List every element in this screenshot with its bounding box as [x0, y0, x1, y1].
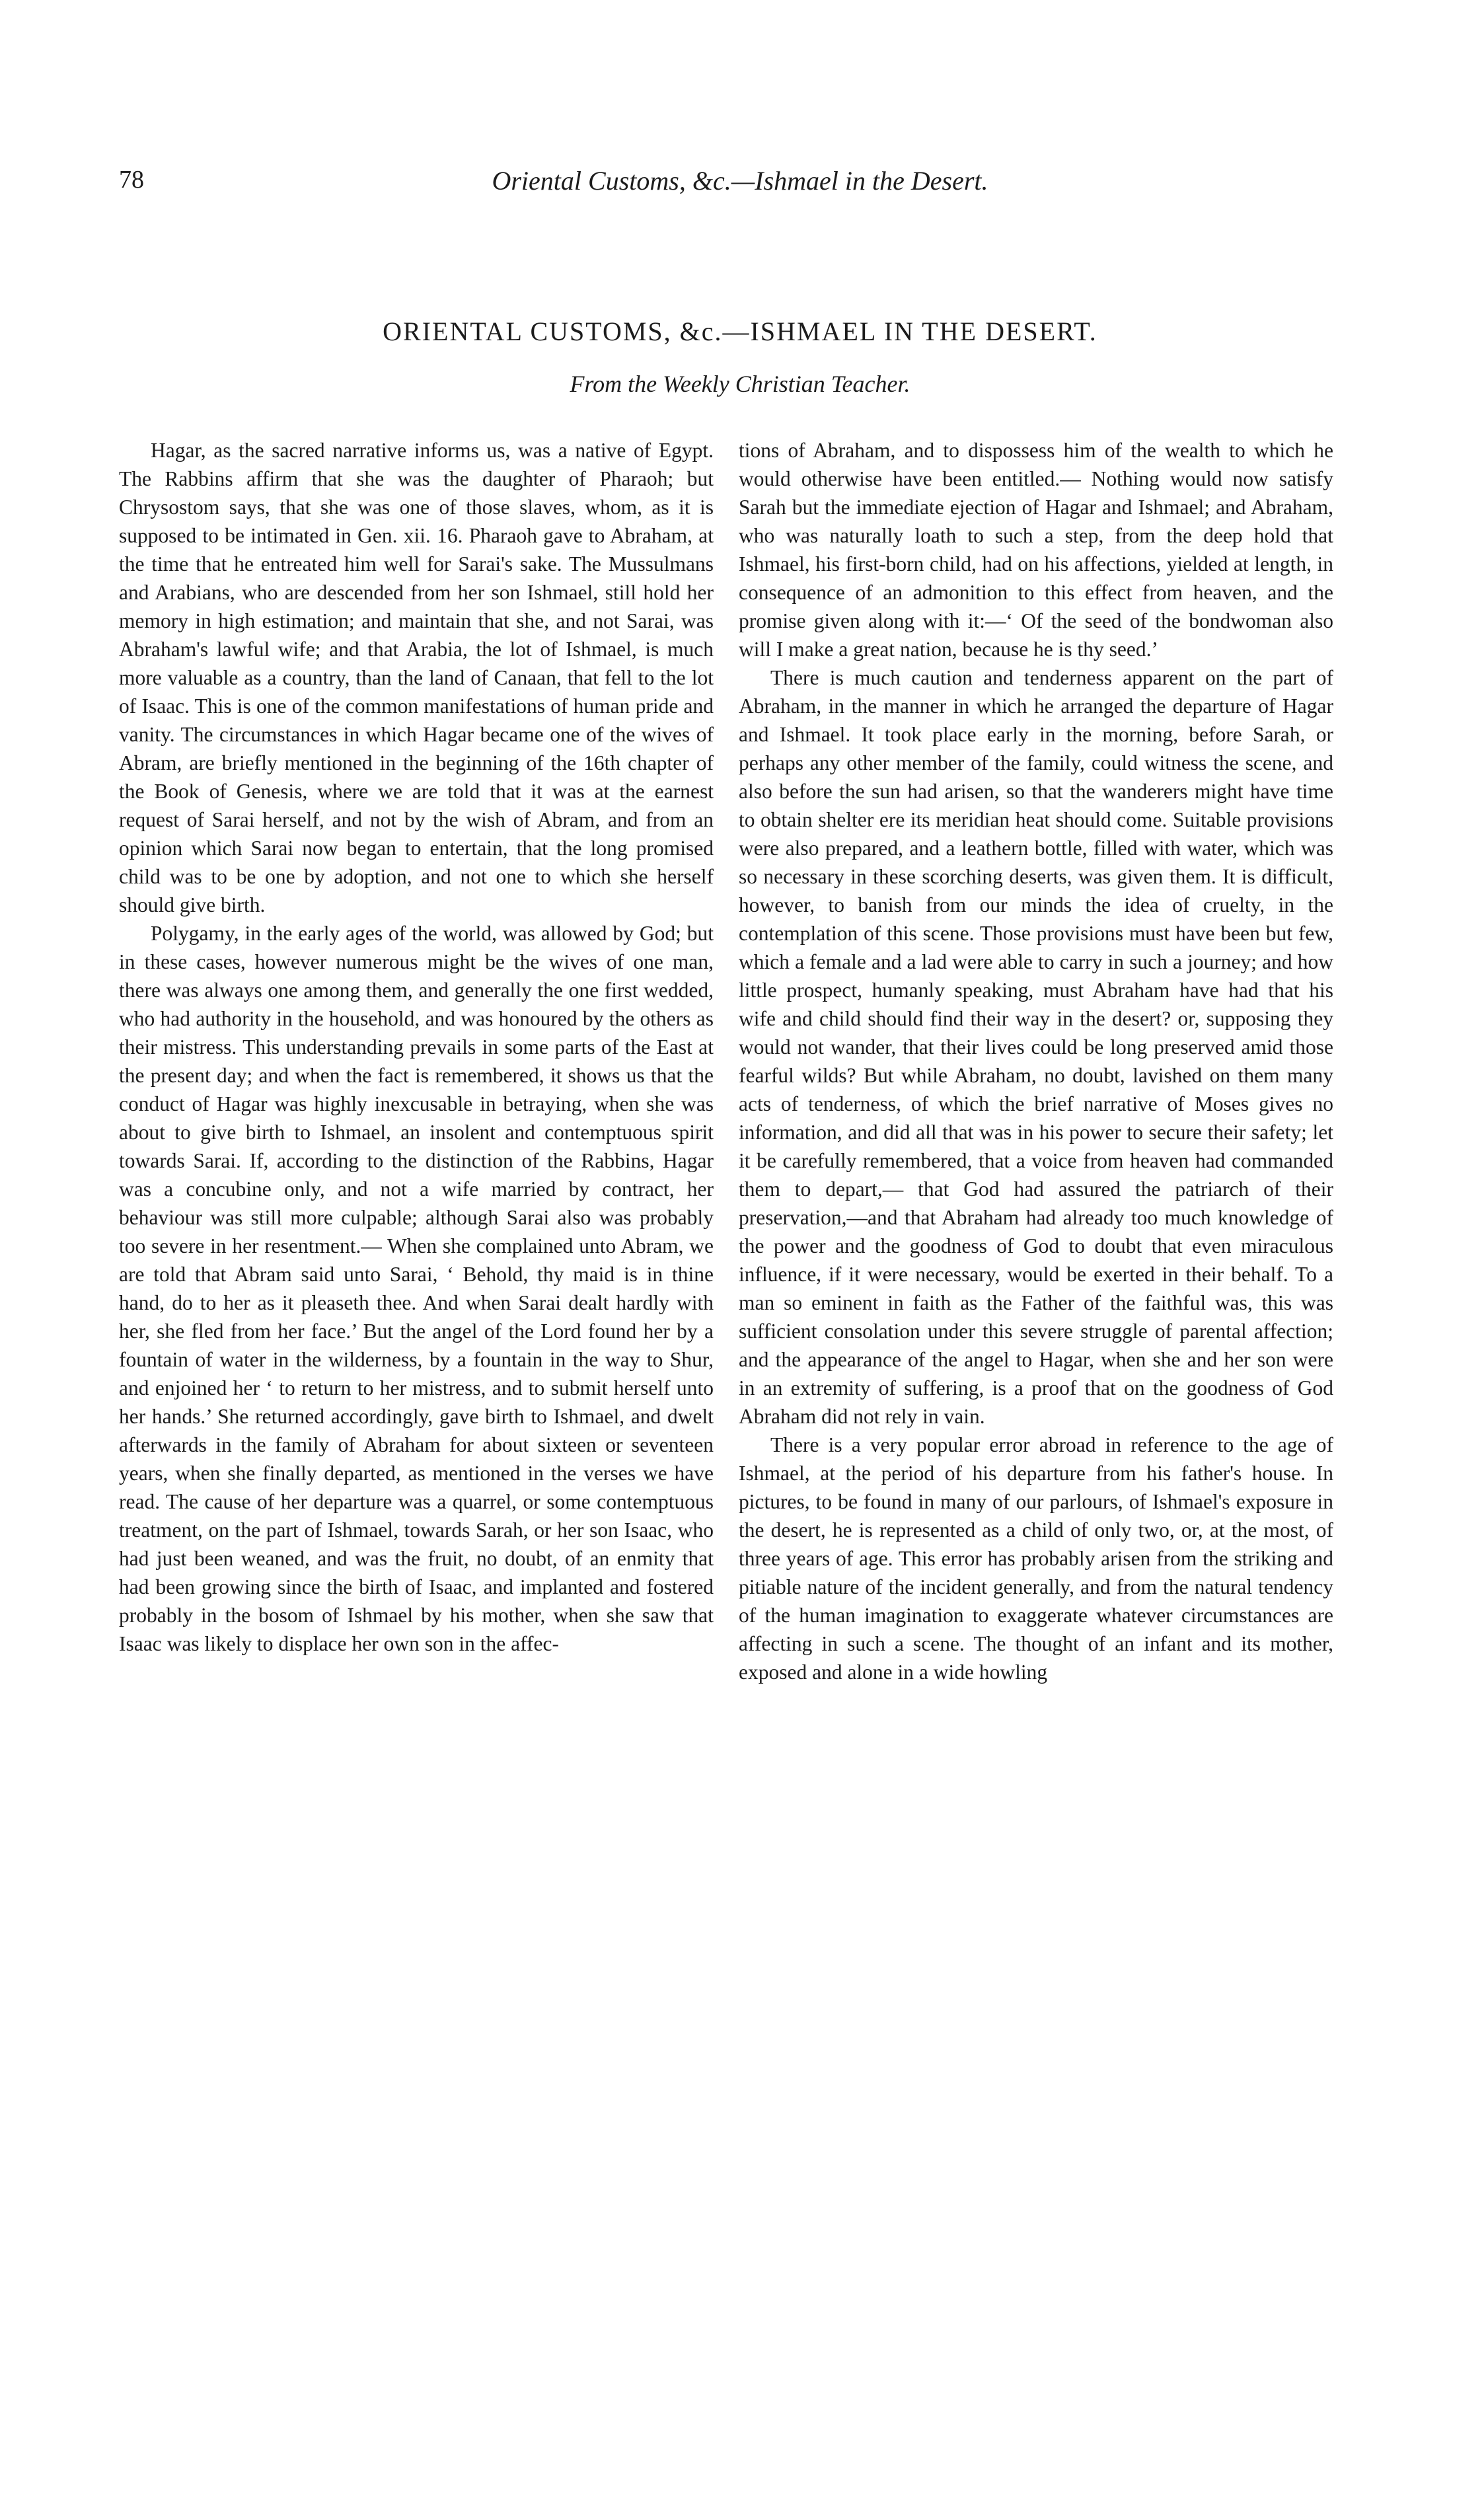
article-title: ORIENTAL CUSTOMS, &c.—ISHMAEL IN THE DESERT.	[383, 317, 1097, 346]
paragraph-continuation: tions of Abraham, and to dispossess him of the wealth to which he would otherwise have been entitled.— Nothing would now satisfy Sarah but the immediate ejection of Hagar and Ishmael; and Abraham, who was naturally loath to such a step, from the deep hold that Ishmael, his first-born child, had on his affections, yielded at length, in consequence of an admonition to this effect from heaven, and the promise given along with it:—‘ Of the seed of the bondwoman also will I make a great nation, because he is thy seed.’	[739, 439, 1333, 661]
paragraph: Hagar, as the sacred narrative informs us, was a native of Egypt. The Rabbins affirm that she was the daughter of Pharaoh; but Chrysostom says, that she was one of those slaves, whom, as it is supposed to be intimated in Gen. xii. 16. Pharaoh gave to Abraham, at the time that he entreated him well for Sarai's sake. The Mussulmans and Arabians, who are descended from her son Ishmael, still hold her memory in high estimation; and maintain that she, and not Sarai, was Abraham's lawful wife; and that Arabia, the lot of Ishmael, is much more valuable as a country, than the land of Canaan, that fell to the lot of Isaac. This is one of the common manifestations of human pride and vanity. The circumstances in which Hagar became one of the wives of Abram, are briefly mentioned in the beginning of the 16th chapter of the Book of Genesis, where we are told that it was at the earnest request of Sarai herself, and not by the wish of Abram, and from an opinion which Sarai now began to entertain, that the long promised child was to be one by adoption, and not one to which she herself should give birth.	[119, 439, 714, 916]
text-column-left	[119, 436, 714, 2339]
running-title: Oriental Customs, &c.—Ishmael in the Desert.	[492, 166, 988, 196]
paragraph: There is much caution and tenderness apparent on the part of Abraham, in the manner in which he arranged the departure of Hagar and Ishmael. It took place early in the morning, before Sarah, or perhaps any other member of the family, could witness the scene, and also before the sun had arisen, so that the wanderers might have time to obtain shelter ere its meridian heat should come. Suitable provisions were also prepared, and a leathern bottle, filled with water, which was so necessary in these scorching deserts, was given them. It is difficult, however, to banish from our minds the idea of cruelty, in the contemplation of this scene. Those provisions must have been but few, which a female and a lad were able to carry in such a journey; and how little prospect, humanly speaking, must Abraham have had that his wife and child should find their way in the desert? or, supposing they would not wander, that their lives could be long preserved amid those fearful wilds? But while Abraham, no doubt, lavished on them many acts of tenderness, of which the brief narrative of Moses gives no information, and did all that was in his power to secure their safety; let it be carefully remembered, that a voice from heaven had commanded them to depart,— that God had assured the patriarch of their preservation,—and that Abraham had already too much knowledge of the power and the goodness of God to doubt that even miraculous influence, if it were necessary, would be exerted in their behalf. To a man so eminent in faith as the Father of the faithful was, this was sufficient consolation under this severe struggle of parental affection; and the appearance of the angel to Hagar, when she and her son were in an extremity of suffering, is a proof that on the goodness of God Abraham did not rely in vain.	[739, 666, 1333, 1428]
paragraph: Polygamy, in the early ages of the world, was allowed by God; but in these cases, however numerous might be the wives of one man, there was always one among them, and generally the one first wedded, who had authority in the household, and was honoured by the others as their mistress. This understanding prevails in some parts of the East at the present day; and when the fact is remembered, it shows us that the conduct of Hagar was highly inexcusable in betraying, when she was about to give birth to Ishmael, an insolent and contemptuous spirit towards Sarai. If, according to the distinction of the Rabbins, Hagar was a concubine only, and not a wife married by contract, her behaviour was still more culpable; although Sarai also was probably too severe in her resentment.— When she complained unto Abram, we are told that Abram said unto Sarai, ‘ Behold, thy maid is in thine hand, do to her as it pleaseth thee. And when Sarai dealt hardly with her, she fled from her face.’ But the angel of the Lord found her by a fountain of water in the wilderness, by a fountain in the way to Shur, and enjoined her ‘ to return to her mistress, and to submit herself unto her hands.’ She returned accordingly, gave birth to Ishmael, and dwelt afterwards in the family of Abraham for about sixteen or seventeen years, when she finally departed, as mentioned in the verses we have read. The cause of her departure was a quarrel, or some contemptuous treatment, on the part of Ishmael, towards Sarah, or her son Isaac, who had just been weaned, and was the fruit, no doubt, of an enmity that had been growing since the birth of Isaac, and implanted and fostered probably in the bosom of Ishmael by his mother, when she saw that Isaac was likely to displace her own son in the affec-	[119, 922, 714, 1655]
paragraph: There is a very popular error abroad in reference to the age of Ishmael, at the period of his departure from his father's house. In pictures, to be found in many of our parlours, of Ishmael's exposure in the desert, he is represented as a child of only two, or, at the most, of three years of age. This error has probably arisen from the striking and pitiable nature of the incident generally, and from the natural tendency of the human imagination to exaggerate whatever circumstances are affecting in such a scene. The thought of an infant and its mother, exposed and alone in a wide howling	[739, 1433, 1333, 1684]
running-head	[119, 165, 1361, 205]
text-column-right	[739, 436, 1333, 2339]
page-number: 78	[119, 166, 144, 194]
article-source: From the Weekly Christian Teacher.	[570, 371, 910, 397]
